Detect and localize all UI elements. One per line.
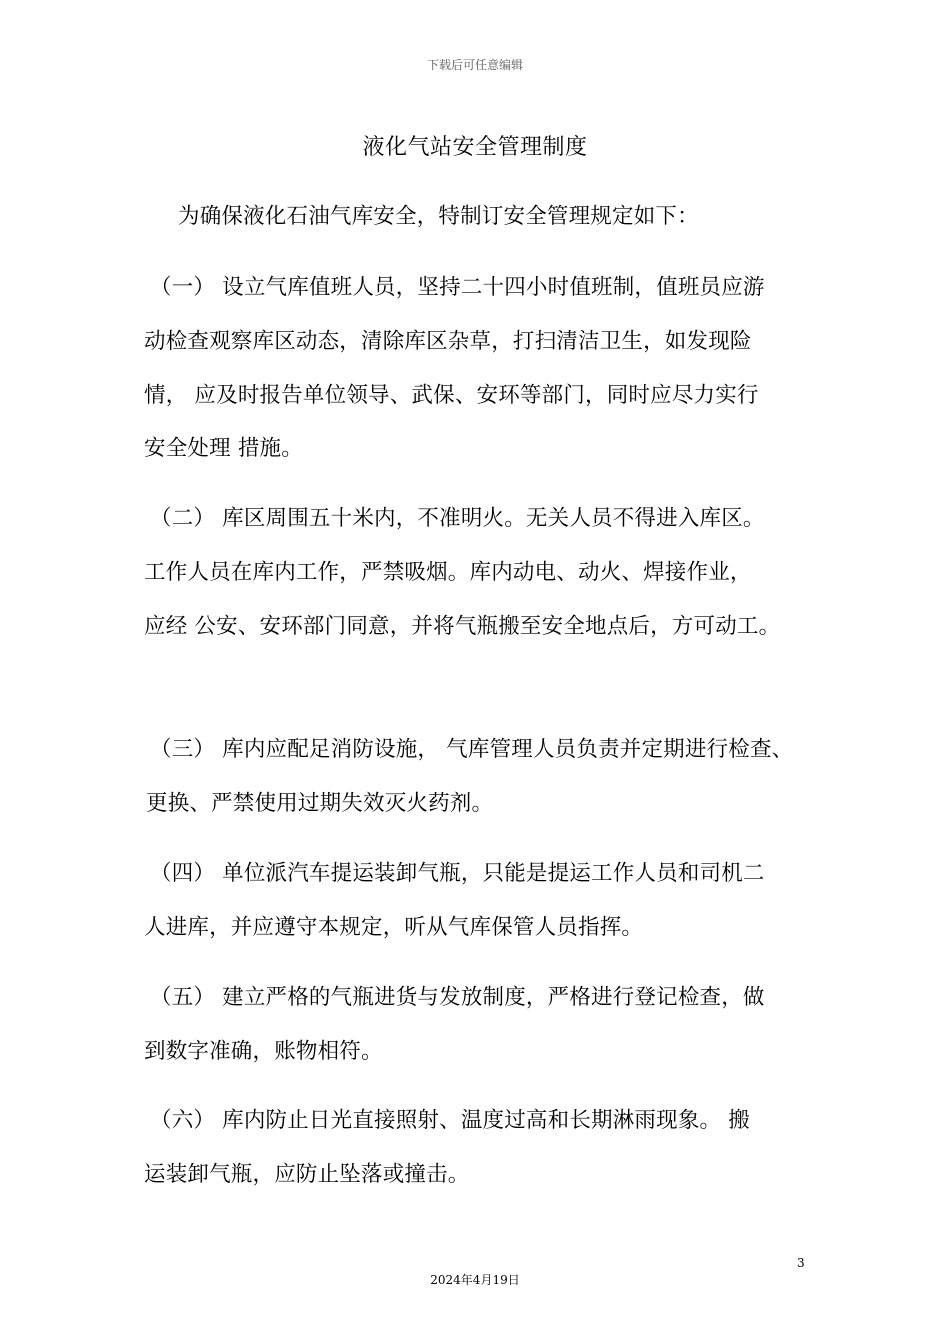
item-1-line-3: 情， 应及时报告单位领导、武保、安环等部门，同时应尽力实行 bbox=[144, 383, 759, 408]
item-4-line-1: （四） 单位派汽车提运装卸气瓶，只能是提运工作人员和司机二 bbox=[150, 861, 765, 886]
item-5-line-2: 到数字准确，账物相符。 bbox=[144, 1039, 383, 1064]
item-6-line-1: （六） 库内防止日光直接照射、温度过高和长期淋雨现象。 搬 bbox=[150, 1108, 750, 1133]
page-number: 3 bbox=[797, 1256, 805, 1270]
item-4-line-2: 人进库，并应遵守本规定，听从气库保管人员指挥。 bbox=[144, 915, 644, 940]
item-3-line-1: （三） 库内应配足消防设施， 气库管理人员负责并定期进行检查、 bbox=[150, 737, 794, 762]
item-2-line-2: 工作人员在库内工作，严禁吸烟。库内动电、动火、焊接作业， bbox=[144, 560, 752, 585]
item-2-line-3: 应经 公安、安环部门同意，并将气瓶搬至安全地点后，方可动工。 bbox=[144, 614, 781, 639]
item-1-line-1: （一） 设立气库值班人员，坚持二十四小时值班制，值班员应游 bbox=[150, 275, 765, 300]
footer-date: 2024年4月19日 bbox=[430, 1273, 520, 1287]
item-6-line-2: 运装卸气瓶，应防止坠落或撞击。 bbox=[144, 1162, 470, 1187]
item-3-line-2: 更换、严禁使用过期失效灭火药剂。 bbox=[146, 791, 494, 816]
item-2-line-1: （二） 库区周围五十米内，不准明火。无关人员不得进入库区。 bbox=[150, 506, 765, 531]
item-1-line-4: 安全处理 措施。 bbox=[144, 436, 303, 461]
item-1-line-2: 动检查观察库区动态，清除库区杂草，打扫清洁卫生，如发现险 bbox=[144, 329, 752, 354]
intro-paragraph: 为确保液化石油气库安全，特制订安全管理规定如下： bbox=[178, 204, 699, 229]
document-title: 液化气站安全管理制度 bbox=[362, 135, 588, 160]
item-5-line-1: （五） 建立严格的气瓶进货与发放制度，严格进行登记检查，做 bbox=[150, 985, 765, 1010]
page-header: 下载后可任意编辑 bbox=[426, 58, 523, 72]
